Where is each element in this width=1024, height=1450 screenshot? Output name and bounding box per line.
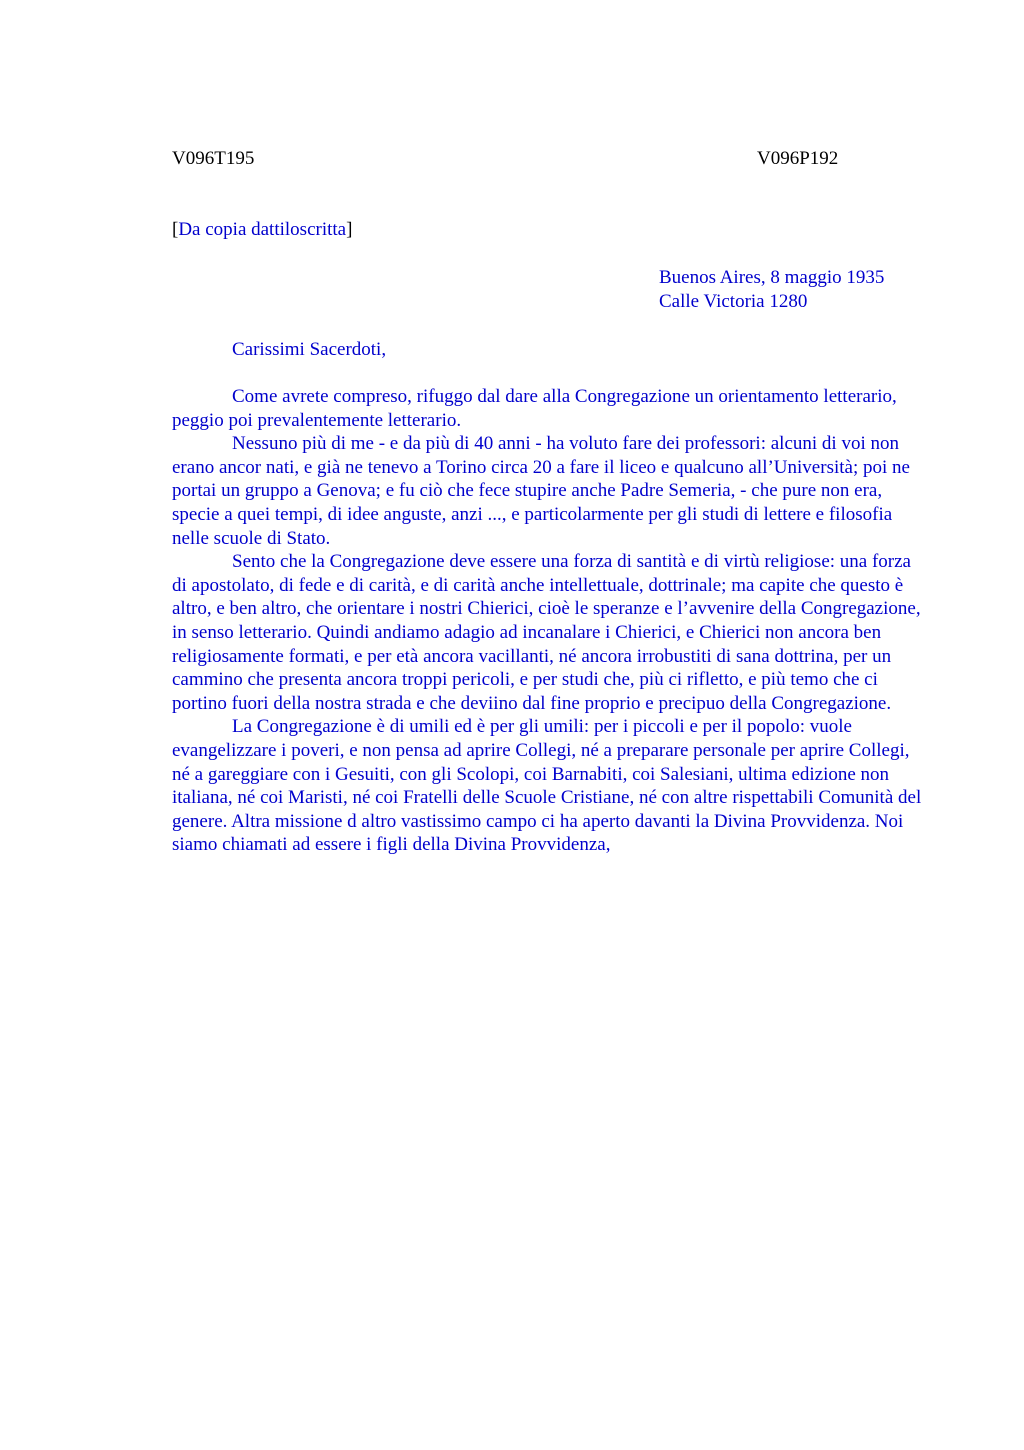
letter-body [172, 385, 924, 857]
paragraph: Sento che la Congregazione deve essere una forza di santità e di virtù religiose: una forza di apostolato, di fede e di carità, e di carità anche intellettuale, dottrinale; ma capite che questo è altro, e ben altro, che orientare i nostri Chierici, cioè le speranze e l’avvenire della Congregazione, in senso letterario. Quindi andiamo adagio ad incanalare i Chierici, e Chierici non ancora ben religiosamente formati, e per età ancora vacillanti, né ancora irrobustiti di sana dottrina, per un cammino che presenta ancora troppi pericoli, e per studi che, più ci rifletto, e più temo che ci portino fuori della nostra strada e che deviino dal fine proprio e precipuo della Congregazione. [172, 551, 921, 714]
dateline [659, 266, 959, 313]
paragraph: La Congregazione è di umili ed è per gli umili: per i piccoli e per il popolo: vuole evangelizzare i poveri, e non pensa ad aprire Collegi, né a preparare personale per aprire Collegi, né a gareggiare con i Gesuiti, con gli Scolopi, coi Barnabiti, coi Salesiani, ultima edizione non italiana, né coi Maristi, né coi Fratelli delle Scuole Cristiane, né con altre rispettabili Comunità del genere. Altra missione d altro vastissimo campo ci ha aperto davanti la Divina Provvidenza. Noi siamo chiamati ad essere i figli della Divina Provvidenza, [172, 716, 922, 856]
source-note-close-bracket: ] [346, 219, 353, 240]
salutation: Carissimi Sacerdoti, [232, 339, 387, 360]
dateline-address: Calle Victoria 1280 [659, 290, 808, 312]
paragraph: Come avrete compreso, rifuggo dal dare alla Congregazione un orientamento letterario, peggio poi prevalentemente letterario. [172, 386, 897, 431]
document-code-left: V096T195 [172, 148, 255, 169]
paragraph: Nessuno più di me - e da più di 40 anni - ha voluto fare dei professori: alcuni di voi non erano ancor nati, e già ne tenevo a Torino circa 20 a fare il liceo e qualcuno all’Università; poi ne portai un gruppo a Genova; e fu ciò che fece stupire anche Padre Semeria, - che pure non era, specie a quei tempi, di idee anguste, anzi ..., e particolarmente per gli studi di lettere e filosofia nelle scuole di Stato. [172, 433, 910, 549]
dateline-place-date: Buenos Aires, 8 maggio 1935 [659, 267, 885, 288]
source-note [172, 218, 352, 242]
source-note-text: Da copia dattiloscritta [178, 219, 347, 240]
document-code-right: V096P192 [757, 148, 839, 169]
source-note-open-bracket: [ [172, 219, 179, 240]
